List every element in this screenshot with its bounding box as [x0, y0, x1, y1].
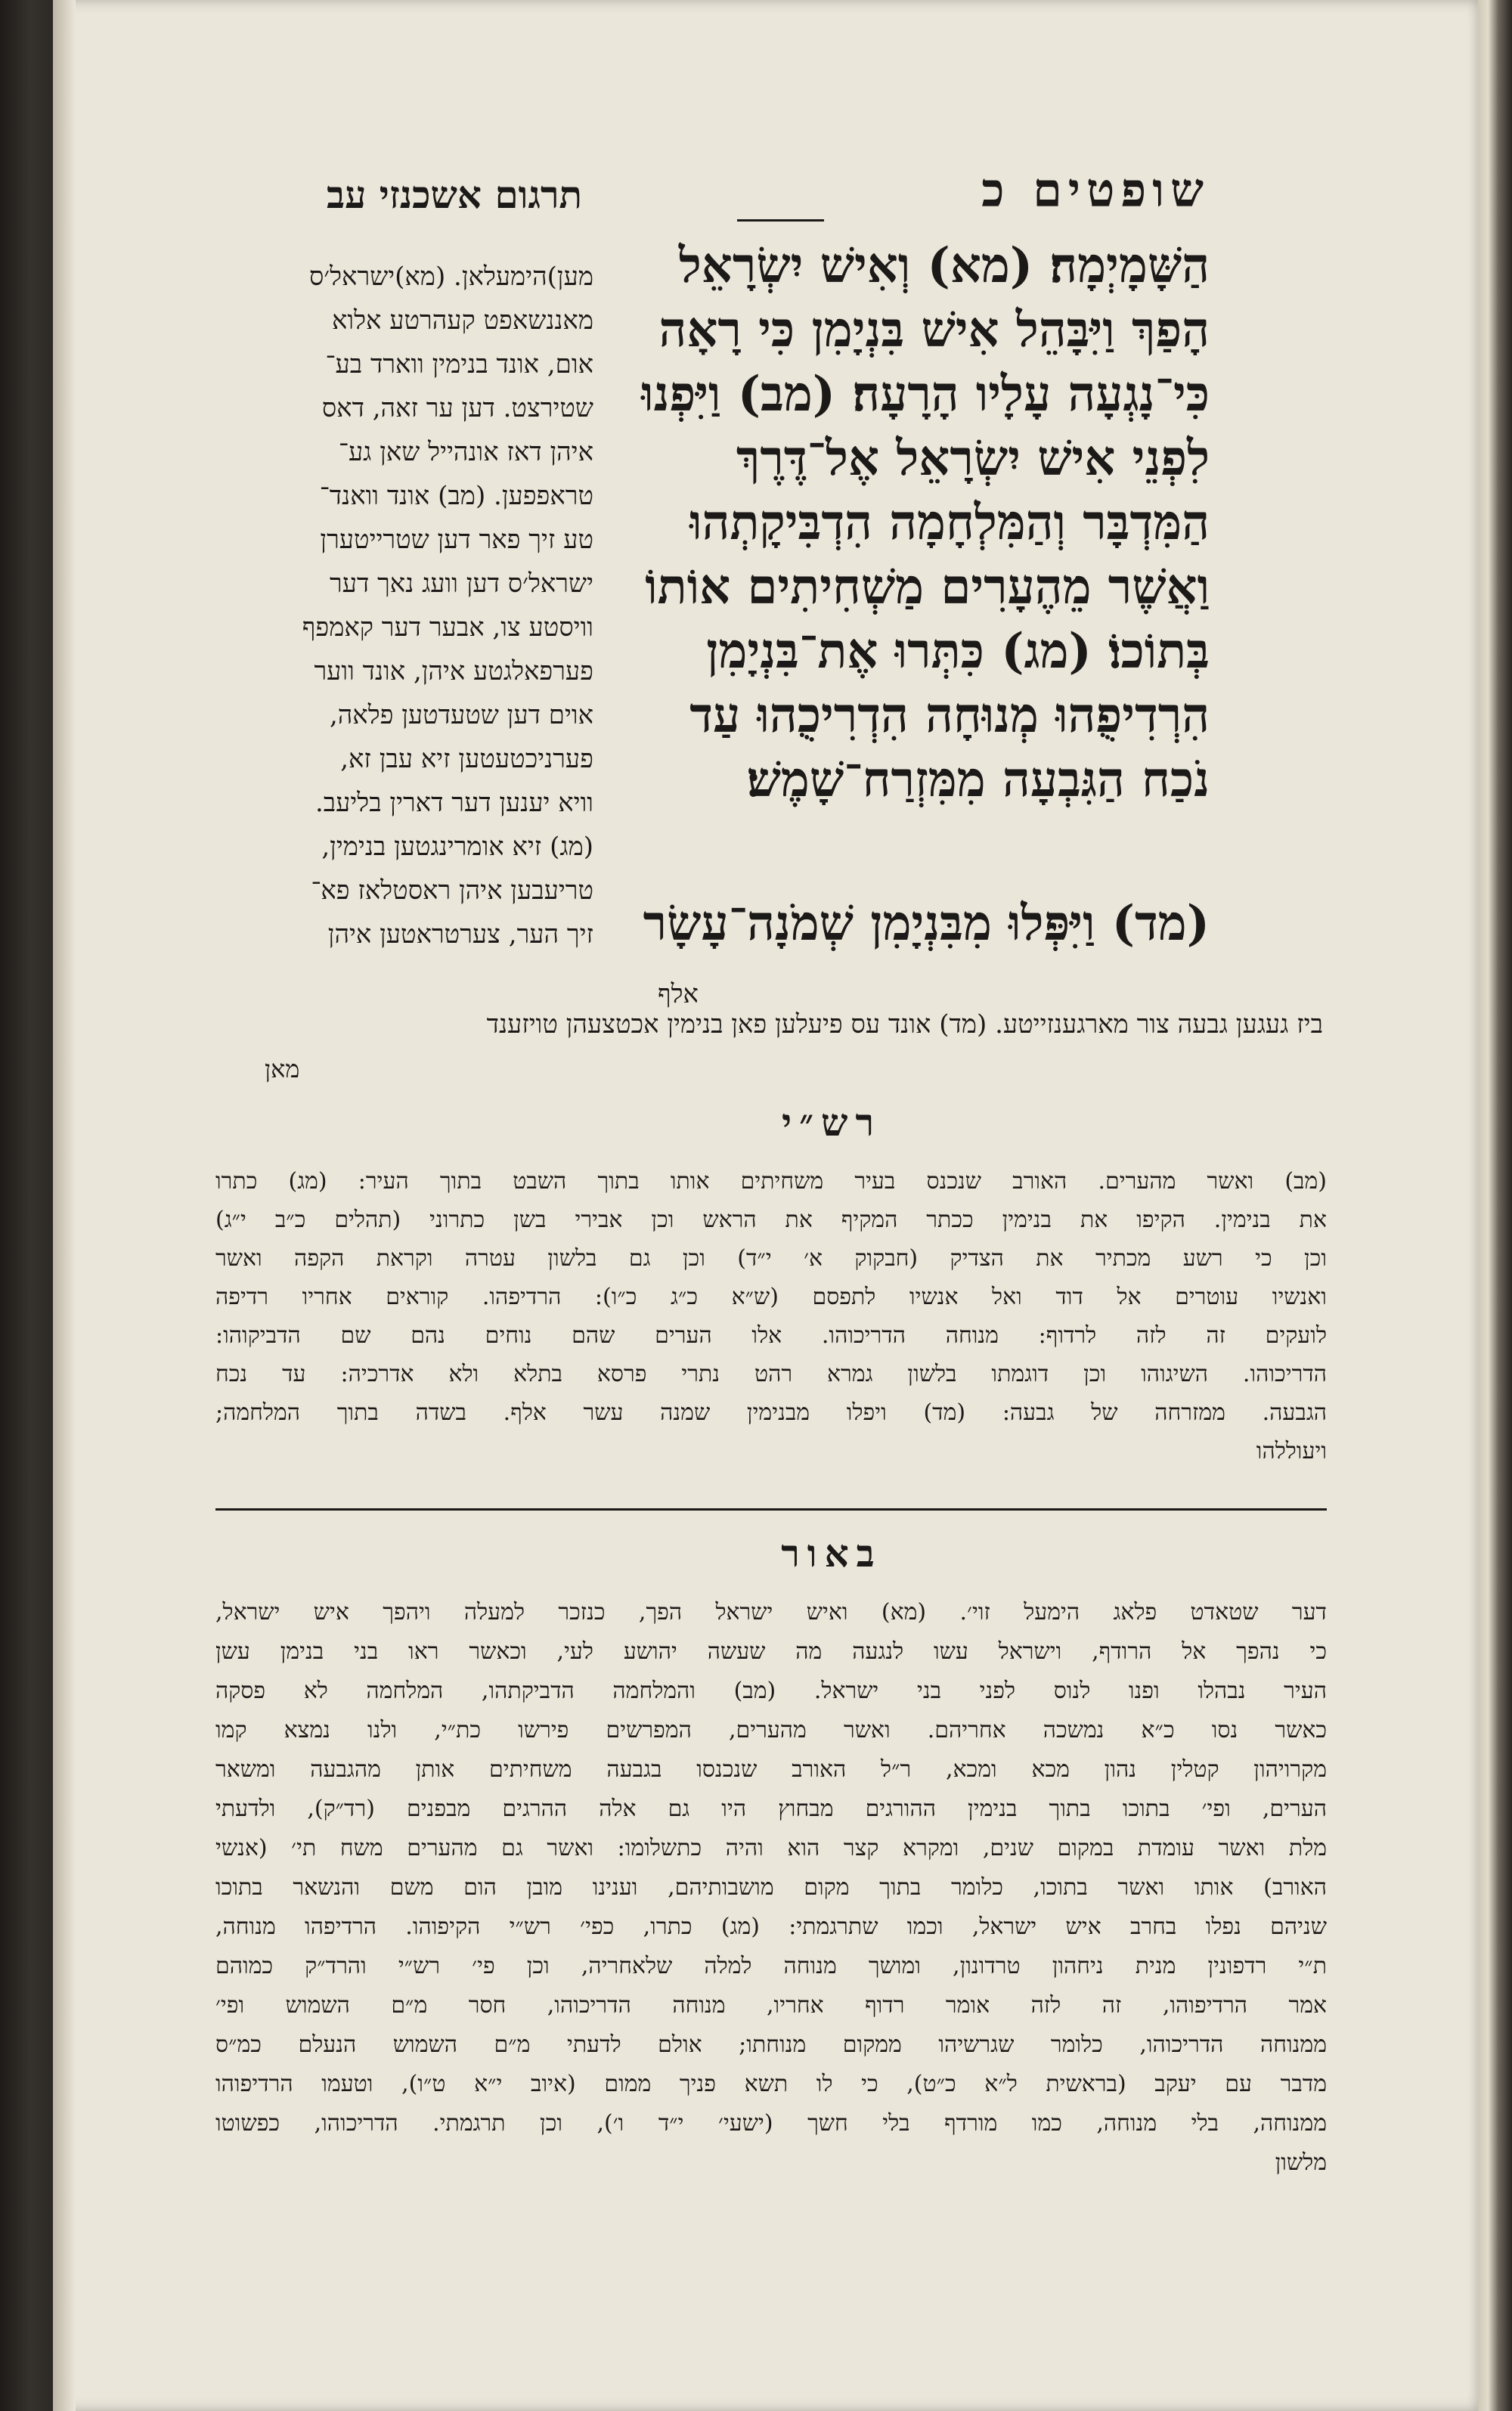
beur-line: דער שטאדט פלאג הימעל זוי׳. (מא) ואיש ישראל הפך, כנזכר למעלה ויהפך איש ישראל,: [215, 1599, 1327, 1625]
main-text-line: הָפַךְ וַיִּבָּהֵל אִישׁ בִּנְיָמִן כִּי רָאָה: [658, 302, 1210, 358]
main-text-line: בְּתוֹכוֹ׃ (מג) כִּתְּרוּ אֶת־בִּנְיָמִן: [706, 623, 1210, 680]
beur-line: מלשון: [1275, 2149, 1327, 2176]
translation-line: איהן דאז אונהייל שאן גע־: [338, 437, 593, 467]
translation-line: (מג) זיא אומרינגטען בנימין,: [321, 832, 593, 862]
main-catchword: אלף: [658, 979, 699, 1009]
running-header-book-chapter: שופטים כ: [981, 163, 1210, 218]
beur-line: הערים, ופי׳ בתוכו בתוך בנימין ההורגים מבחוץ היו גם אלה ההרגים מבפנים (רד״ק), ולדעתי: [215, 1796, 1327, 1822]
beur-line: העיר נבהלו ופנו לנוס לפני בני ישראל. (מב) והמלחמה הדביקתהו, המלחמה לא פסקה: [215, 1678, 1327, 1704]
rashi-line: (מב) ואשר מהערים. האורב שנכנס בעיר משחיתים אותו בתוך השבט בתוך העיר: (מג) כתרו: [215, 1168, 1327, 1195]
beur-line: כי נהפך אל הרודף, וישראל עשו לנגעה מה שעשה יהושע לעי, וכאשר ראו בני בנימן עשן: [215, 1638, 1327, 1665]
beur-line: מדבר עם יעקב (בראשית ל״א כ״ט), כי לו תשא פניך ממום (איוב י״א ט״ו), וטעמו הרדיפוהו: [215, 2071, 1327, 2097]
translation-line: וויא יענען דער דארין בליעב.: [314, 788, 593, 818]
beur-title: באור: [781, 1531, 882, 1576]
section-divider: [215, 1508, 1327, 1511]
translation-line: מען)הימעלאן. (מא)ישראל׳ס: [308, 262, 593, 292]
main-text-line: הַשָּׁמָיְמָה׃ (מא) וְאִישׁ יִשְׂרָאֵל: [678, 237, 1210, 294]
header-rule: [737, 219, 824, 222]
translation-wide-line: ביז געגען גבעה צור מארגענזייטע. (מד) אונד עס פיעלען פאן בנימין אכטצעהן טויזענד: [486, 1009, 1323, 1040]
translation-line: זיך הער, צערטראטען איהן: [327, 919, 593, 950]
main-text-line: הַמִּדְבָּר וְהַמִּלְחָמָה הִדְבִּיקָתְהוּ: [689, 494, 1210, 551]
translation-line: אום, אונד בנימין ווארד בע־: [325, 349, 593, 380]
main-text-line: כִּי־נָגְעָה עָלָיו הָרָעָה׃ (מב) וַיִּפְנוּ: [641, 366, 1210, 423]
rashi-line: לועקים זה לזה לרדוף: מנוחה הדריכוהו. אלו הערים שהם נוחים נהם שם הדביקוהו:: [215, 1322, 1327, 1349]
translation-line: וויסטע צו, אבער דער קאמפף: [302, 612, 593, 643]
rashi-line: הדריכוהו. השיגוהו וכן דוגמתו בלשון גמרא רהט נתרי פרסא בתלא ולא אדרכיה: עד נכח: [215, 1361, 1327, 1387]
main-text-line: (מד) וַיִּפְּלוּ מִבִּנְיָמִן שְׁמֹנָה־עָשָׂר: [643, 895, 1210, 952]
translation-line: פערניכטעטען זיא עבן זא,: [340, 744, 593, 774]
beur-line: אמר הרדיפוהו, זה לזה אומר רדוף אחריו, מנוחה הדריכוהו, חסר מ״ם השמוש ופי׳: [215, 1992, 1327, 2019]
translation-line: טראפפען. (מב) אונד וואנד־: [319, 481, 593, 511]
translation-catchword: מאן: [265, 1055, 300, 1083]
beur-line: האורב) אותו ואשר בתוכו, כלומר בתוך מקום מושבותיהם, וענינו מובן הום משם והנשאר בתוכו: [215, 1874, 1327, 1901]
translation-line: פערפאלגטע איהן, אונד ווער: [314, 656, 593, 686]
beur-line: שניהם נפלו בחרב איש ישראל, וכמו שתרגמתי: (מג) כתרו, כפי׳ רש״י הקיפוהו. הרדיפהו מנוחה,: [215, 1914, 1327, 1940]
rashi-line: ויעוללהו: [1256, 1438, 1327, 1464]
translation-line: ישראל׳ס דען וועג נאך דער: [330, 569, 593, 599]
rashi-line: וכן כי רשע מכתיר את הצדיק (חבקוק א׳ י״ד) וכן גם בלשון עטרה וקראת הקפה ואשר: [215, 1245, 1327, 1272]
rashi-line: ואנשיו עוטרים אל דוד ואל אנשיו לתפסם (ש״א כ״ג כ״ו): הרדיפהו. קוראים אחריו רדיפה: [215, 1284, 1327, 1310]
translation-line: טריעבען איהן ראסטלאז פא־: [311, 875, 593, 906]
main-text-line: נֹכַח הַגִּבְעָה מִמִּזְרַח־שָׁמֶשׁ׃: [746, 752, 1210, 808]
rashi-title: רש״י: [781, 1100, 882, 1145]
page-edge: [1478, 0, 1512, 2411]
beur-line: ת״י רדפונין מנית ניחהון טרדונון, ומושך מנוחה למלה שלאחריה, וכן פי׳ רש״י והרד״ק כמוהם: [215, 1953, 1327, 1979]
rashi-line: הגבעה. ממזרחה של גבעה: (מד) ויפלו מבנימין שמנה עשר אלף. בשדה בתוך המלחמה;: [215, 1399, 1327, 1426]
running-header-translation: תרגום אשכנזי עב: [326, 172, 582, 217]
main-text-line: לִפְנֵי אִישׁ יִשְׂרָאֵל אֶל־דֶּרֶךְ: [736, 430, 1210, 487]
translation-line: אוים דען שטעדטען פלאה,: [329, 700, 593, 730]
beur-line: מלת ואשר עומדת במקום שנים, ומקרא קצר הוא והיה כתשלומו: ואשר גם מהערים משח תי׳ (אנשי: [215, 1835, 1327, 1861]
beur-line: מקרויהון קטלין נהון מכא ומכא, ר״ל האורב שנכנסו בגבעה משחיתים אותן מהגבעה ומשאר: [215, 1756, 1327, 1783]
beur-line: ממנוחה, בלי מנוחה, כמו מורדף בלי חשך (ישעי׳ י״ד ו׳), וכן תרגמתי. הדריכוהו, כפשוטו: [215, 2110, 1327, 2137]
translation-line: מאננשאפט קעהרטע אלוא: [332, 305, 593, 336]
beur-line: כאשר נסו כ״א נמשכה אחריהם. ואשר מהערים, המפרשים פירשו כת״י, ולנו נמצא קמו: [215, 1717, 1327, 1743]
beur-line: ממנוחה הדריכוהו, כלומר שגרשיהו ממקום מנוחתו; אולם לדעתי מ״ם השמוש הנעלם כמ״ס: [215, 2031, 1327, 2058]
translation-line: שטירצט. דען ער זאה, דאס: [321, 393, 593, 423]
rashi-line: את בנימין. הקיפו את בנימין ככתר המקיף את הראש וכן אבירי בשן כתרוני (תהלים כ״ב י״ג): [215, 1207, 1327, 1233]
translation-line: טע זיך פאר דען שטרייטערן: [320, 525, 593, 555]
page-gutter-shadow: [53, 0, 76, 2411]
main-text-line: וַאֲשֶׁר מֵהֶעָרִים מַשְׁחִיתִים אוֹתוֹ: [645, 559, 1210, 615]
main-text-line: הִרְדִיפֻהוּ מְנוּחָה הִדְרִיכֻהוּ עַד: [689, 687, 1210, 744]
